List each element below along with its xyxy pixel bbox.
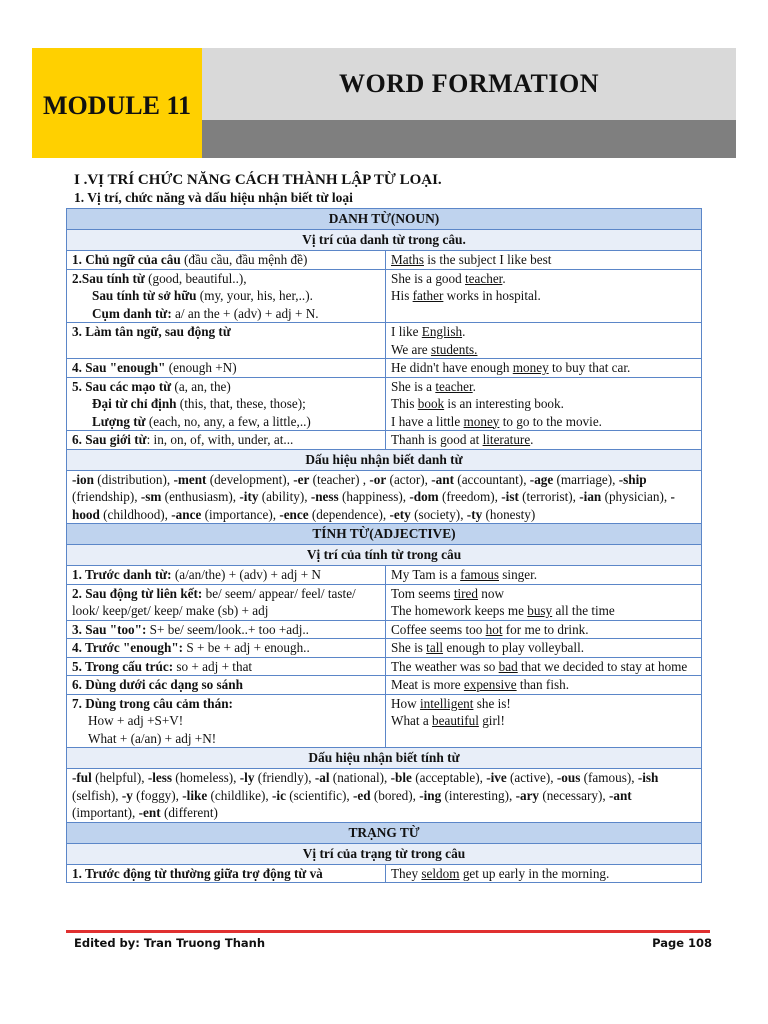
example-text: works in hospital. (443, 288, 541, 303)
suffix-example: (accountant), (454, 471, 530, 487)
table-row (67, 864, 702, 883)
suffix: -or (369, 471, 387, 487)
rule-label: 3. Sau "too": (72, 621, 147, 637)
rule-detail: What + (a/an) + adj +N! (88, 730, 217, 746)
example-keyword: money (463, 413, 500, 429)
rule-label: 7. Dùng trong câu cảm thán: (72, 695, 233, 711)
suffix: -ance (171, 506, 202, 522)
rule-label: 6. Sau giới từ (72, 432, 147, 447)
suffix: -sm (140, 489, 162, 504)
rule-label: Sau tính từ sở hữu (92, 288, 197, 303)
suffix: -ant (608, 787, 632, 803)
example-text: to go to the movie. (499, 413, 602, 429)
suffix: -ness (310, 489, 339, 504)
suffix-example: (scientific), (285, 787, 353, 803)
example-text: singer. (499, 567, 538, 582)
rule-label: 4. Sau "enough" (72, 360, 166, 375)
rule-label: 2. Sau động từ liên kết: (72, 585, 203, 601)
suffix-example: (foggy), (132, 787, 183, 803)
table-row (67, 269, 702, 323)
table-row (67, 431, 702, 450)
suffix: -ed (352, 787, 371, 803)
suffix-example: (dependence), (308, 506, 390, 522)
example-text: This (391, 396, 418, 411)
example-text: enough to play volleyball. (443, 640, 585, 655)
section-title: I .VỊ TRÍ CHỨC NĂNG CÁCH THÀNH LẬP TỪ LOẠI. (74, 172, 442, 188)
example-keyword: tall (426, 640, 444, 655)
example-keyword: seldom (421, 865, 460, 881)
suffix-example: (necessary), (539, 787, 609, 803)
noun-header: DANH TỪ(NOUN) (67, 209, 702, 230)
table-row (67, 323, 702, 359)
example-keyword: bad (498, 658, 518, 674)
suffix: -ic (272, 787, 286, 803)
suffix: -ful (72, 770, 92, 785)
example-text: she is! (473, 695, 511, 711)
example-keyword: book (417, 396, 445, 411)
table-row (67, 639, 702, 658)
suffix-example: (happiness), (338, 489, 410, 504)
suffix: -ble (390, 770, 412, 785)
example-keyword: beautiful (432, 713, 479, 728)
rule-label: 1. Trước động từ thường giữa trợ động từ và (72, 865, 323, 881)
example-text: He didn't have enough (391, 360, 513, 375)
example-text: . (502, 270, 506, 286)
suffix-example: (selfish), (72, 787, 122, 803)
example-text: . (530, 432, 534, 447)
suffix: -ity (239, 489, 259, 504)
example-text: is an interesting book. (444, 396, 564, 411)
word-formation-table (66, 208, 702, 883)
table-row (67, 566, 702, 585)
noun-position-header: Vị trí của danh từ trong câu. (67, 230, 702, 251)
example-text: His (391, 288, 413, 303)
suffix-example: (famous), (580, 770, 638, 785)
example-keyword: expensive (463, 677, 517, 692)
example-keyword: father (412, 288, 444, 303)
page-number: Page 108 (652, 936, 712, 950)
example-text: . (462, 324, 466, 339)
rule-detail: (a, an, the) (171, 378, 231, 394)
example-keyword: English (421, 324, 463, 339)
example-text: all the time (552, 603, 615, 618)
table-row (67, 377, 702, 431)
footer-editor: Edited by: Tran Truong Thanh (74, 936, 266, 950)
suffix-example: (distribution), (93, 471, 174, 487)
rule-label: Đại từ chỉ định (92, 396, 177, 411)
rule-detail: S+ be/ seem/look..+ too +adj.. (146, 621, 309, 637)
example-keyword: hot (485, 621, 503, 637)
table-row (67, 620, 702, 639)
rule-detail: be/ seem/ appear/ feel/ taste/ look/ keep/get/ keep/ make (sb) + adj (72, 585, 356, 618)
example-text: get up early in the morning. (459, 865, 610, 881)
example-keyword: famous (460, 567, 499, 582)
example-text: My Tam is a (391, 567, 461, 582)
example-text: Meat is more (391, 677, 464, 692)
table-row (67, 584, 702, 620)
rule-detail: (đầu cầu, đầu mệnh đề) (180, 252, 308, 267)
suffix: -ing (419, 787, 442, 803)
rule-detail: S + be + adj + enough.. (183, 640, 310, 655)
suffix-example: (bored), (370, 787, 420, 803)
suffix: -ian (579, 489, 602, 504)
rule-detail: a/ an the + (adv) + adj + N. (171, 305, 319, 321)
example-text: now (477, 585, 504, 601)
example-text: She is a good (391, 270, 465, 286)
page-title: WORD FORMATION (338, 69, 599, 98)
suffix: -y (121, 787, 133, 803)
rule-detail: How + adj +S+V! (88, 713, 184, 728)
suffix: -less (147, 770, 172, 785)
example-keyword: literature (482, 432, 531, 447)
suffix-example: (childhood), (99, 506, 172, 522)
example-text: She is (391, 640, 427, 655)
suffix-example: (national), (329, 770, 391, 785)
rule-detail: : in, on, of, with, under, at... (146, 432, 294, 447)
example-keyword: teacher (435, 378, 473, 394)
example-text: for me to drink. (502, 621, 589, 637)
suffix: -ment (173, 471, 207, 487)
suffix-example: (different) (160, 805, 218, 820)
table-row (67, 676, 702, 695)
suffix-example: (friendly), (254, 770, 315, 785)
suffix: -age (529, 471, 554, 487)
example-text: girl! (478, 713, 505, 728)
rule-detail: (each, no, any, a few, a little,..) (145, 413, 311, 429)
example-keyword: teacher (465, 270, 503, 286)
example-text: to buy that car. (548, 360, 631, 375)
table-row (67, 657, 702, 676)
example-text: that we decided to stay at home (517, 658, 688, 674)
table-row (67, 359, 702, 378)
table-row (67, 470, 702, 524)
example-text: I have a little (391, 413, 464, 429)
noun-suffix-list (67, 470, 702, 524)
suffix-example: (enthusiasm), (161, 489, 240, 504)
suffix: -like (182, 787, 208, 803)
suffix: -ly (239, 770, 255, 785)
footer-divider (66, 930, 710, 933)
adverb-header: TRẠNG TỪ (67, 822, 702, 843)
suffix: -ish (637, 770, 659, 785)
example-text: The weather was so (391, 658, 499, 674)
rule-detail: (enough +N) (165, 360, 237, 375)
example-text: They (391, 865, 422, 881)
rule-label: Cụm danh từ: (92, 305, 172, 321)
suffix: -ous (556, 770, 581, 785)
suffix: -ant (431, 471, 454, 487)
adverb-position-header: Vị trí của trạng từ trong câu (67, 843, 702, 864)
example-keyword: students. (430, 341, 478, 357)
suffix: -al (314, 770, 330, 785)
rule-label: Lượng từ (92, 413, 146, 429)
suffix-example: (marriage), (553, 471, 619, 487)
suffix-example: (teacher) , (309, 471, 370, 487)
example-text: is the subject I like best (423, 252, 552, 267)
example-text: Tom seems (391, 585, 454, 601)
suffix: -ary (515, 787, 540, 803)
suffix: -ship (618, 471, 647, 487)
rule-label: 1. Trước danh từ: (72, 567, 172, 582)
title-banner-bottom (202, 120, 736, 158)
rule-label: 1. Chủ ngữ của câu (72, 252, 181, 267)
rule-detail: (a/an/the) + (adv) + adj + N (171, 567, 321, 582)
rule-detail: (my, your, his, her,..). (196, 288, 313, 303)
suffix: -er (293, 471, 310, 487)
rule-label: 4. Trước "enough": (72, 640, 184, 655)
example-text: than fish. (516, 677, 570, 692)
table-row (67, 769, 702, 823)
rule-detail: (good, beautiful..), (144, 270, 247, 286)
rule-label: 5. Sau các mạo từ (72, 378, 172, 394)
suffix-example: (terrorist), (518, 489, 580, 504)
rule-detail: so + adj + that (173, 658, 253, 674)
sub-title: 1. Vị trí, chức năng và dấu hiệu nhận biết từ loại (74, 190, 353, 205)
suffix-example: (acceptable), (411, 770, 487, 785)
suffix: -dom (409, 489, 439, 504)
module-label: MODULE 11 (42, 91, 192, 120)
example-keyword: Maths (391, 252, 424, 267)
example-text: I like (391, 324, 422, 339)
example-keyword: intelligent (419, 695, 474, 711)
suffix-example: (helpful), (91, 770, 148, 785)
example-text: Coffee seems too (391, 621, 486, 637)
suffix-example: (freedom), (438, 489, 502, 504)
example-text: We are (391, 341, 431, 357)
rule-detail: (this, that, these, those); (176, 396, 306, 411)
example-keyword: money (512, 360, 549, 375)
suffix: -ist (501, 489, 519, 504)
suffix-example: (friendship), (72, 489, 141, 504)
suffix: -ety (389, 506, 411, 522)
suffix: -ive (486, 770, 507, 785)
example-text: . (472, 378, 476, 394)
suffix-example: (actor), (386, 471, 432, 487)
example-text: What a (391, 713, 433, 728)
suffix-example: (interesting), (441, 787, 516, 803)
example-keyword: busy (527, 603, 553, 618)
adjective-sign-header: Dấu hiệu nhận biết tính từ (67, 748, 702, 769)
adjective-suffix-list (67, 769, 702, 823)
suffix: -hood (72, 489, 675, 522)
rule-label: 2.Sau tính từ (72, 270, 145, 286)
example-text: She is a (391, 378, 436, 394)
example-keyword: tired (453, 585, 478, 601)
table-row (67, 251, 702, 270)
suffix-example: (honesty) (482, 506, 536, 522)
suffix: -ent (138, 805, 161, 820)
suffix-example: (ability), (258, 489, 311, 504)
adjective-position-header: Vị trí của tính từ trong câu (67, 545, 702, 566)
rule-label: 3. Làm tân ngữ, sau động từ (72, 324, 231, 339)
suffix-example: (development), (206, 471, 294, 487)
suffix-example: (active), (506, 770, 557, 785)
suffix-example: (physician), (601, 489, 671, 504)
suffix-example: (society), (410, 506, 467, 522)
rule-label: 6. Dùng dưới các dạng so sánh (72, 677, 243, 692)
example-text: How (391, 695, 420, 711)
suffix: -ion (72, 471, 94, 487)
table-row (67, 694, 702, 748)
suffix: -ence (279, 506, 309, 522)
suffix-example: (homeless), (172, 770, 240, 785)
noun-sign-header: Dấu hiệu nhận biết danh từ (67, 449, 702, 470)
example-text: The homework keeps me (391, 603, 528, 618)
suffix: -ty (466, 506, 483, 522)
suffix-example: (importance), (201, 506, 280, 522)
adjective-header: TÍNH TỪ(ADJECTIVE) (67, 524, 702, 545)
suffix-example: (important), (72, 805, 139, 820)
rule-label: 5. Trong cấu trúc: (72, 658, 174, 674)
example-text: Thanh is good at (391, 432, 483, 447)
suffix-example: (childlike), (207, 787, 273, 803)
